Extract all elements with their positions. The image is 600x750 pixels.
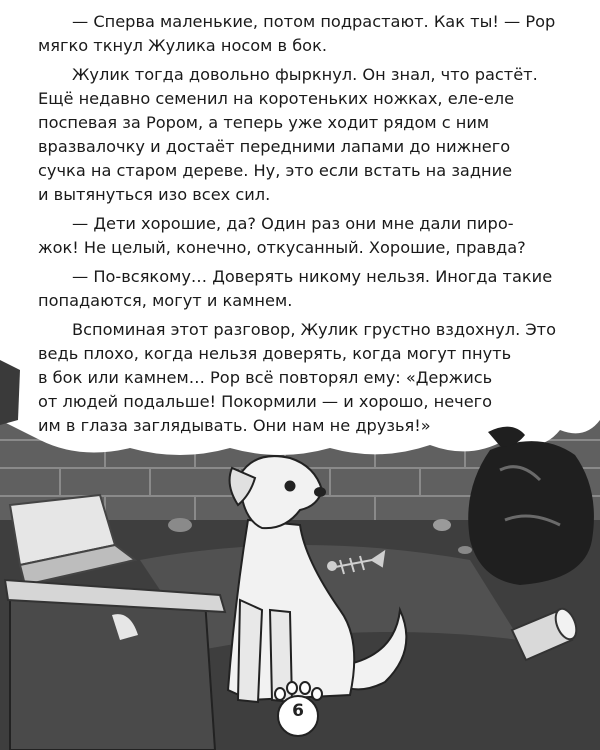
text-line: мягко ткнул Жулика носом в бок. [38,36,328,55]
paragraph [38,265,568,313]
text-line: попадаются, могут и камнем. [38,291,293,310]
text-line: жок! Не целый, конечно, откусанный. Хорошие, правда? [38,238,526,257]
text-line: сучка на старом дереве. Ну, это если встать на задние [38,161,513,180]
text-line: поспевая за Рором, а теперь уже ходит рядом с ним [38,113,490,132]
text-line: ведь плохо, когда нельзя доверять, когда могут пнуть [38,344,512,363]
text-line: — Сперва маленькие, потом подрастают. Как ты! — Рор [72,12,556,31]
text-line: в бок или камнем… Рор всё повторял ему: «Держись [38,368,493,387]
text-line: от людей подальше! Покормили — и хорошо, нечего [38,392,493,411]
paragraph [38,10,568,58]
text-line: — Дети хорошие, да? Один раз они мне дали пиро- [72,214,514,233]
dumpster [5,580,225,750]
dog-eye [286,482,295,491]
paragraph [38,63,568,207]
dog-front-leg [238,600,262,702]
dog-nose [315,488,325,496]
text-line: и вытянуться изо всех сил. [38,185,271,204]
text-line: вразвалочку и достаёт передними лапами до нижнего [38,137,511,156]
text-line: им в глаза заглядывать. Они нам не друзья!» [38,416,431,435]
text-line: Жулик тогда довольно фыркнул. Он знал, что растёт. [72,65,538,84]
page-number: 6 [292,701,304,721]
text-line: Ещё недавно семенил на коротеньких ножках, еле-еле [38,89,515,108]
rock [458,546,472,554]
building-edge [0,360,20,425]
text-line: — По-всякому… Доверять никому нельзя. Иногда такие [72,267,553,286]
rock [168,518,192,532]
text-line: Вспоминая этот разговор, Жулик грустно вздохнул. Это [72,320,557,339]
paragraph [38,318,568,438]
paragraph [38,212,568,260]
story-text [38,10,568,443]
rock [433,519,451,531]
